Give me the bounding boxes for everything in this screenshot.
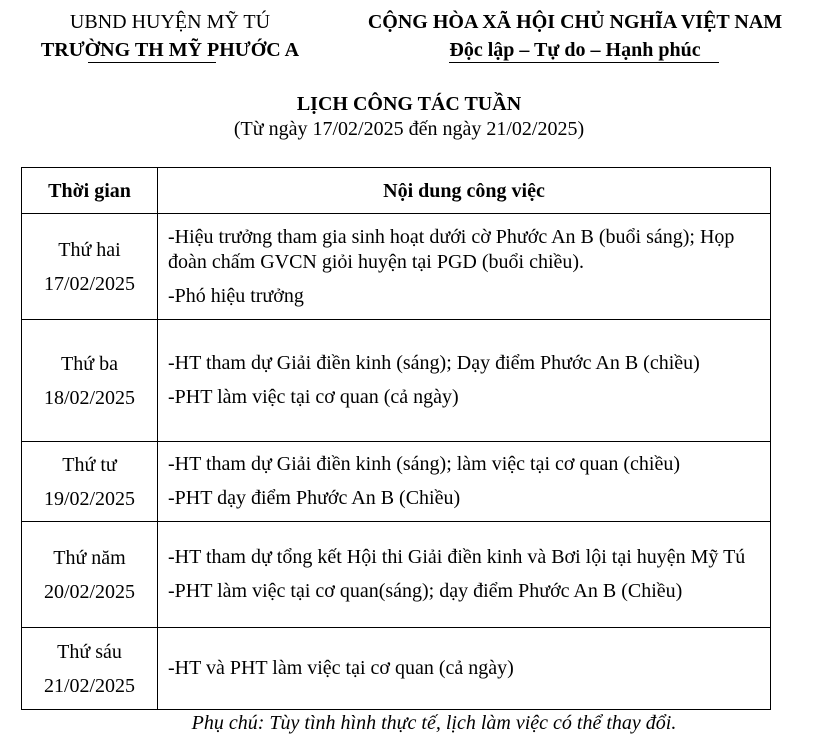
table-row — [22, 442, 771, 522]
weekday: Thứ sáu — [57, 640, 122, 663]
task-item: -PHT làm việc tại cơ quan (cả ngày) — [168, 386, 459, 408]
task-item: -Phó hiệu trưởng — [168, 284, 304, 307]
content-cell — [158, 214, 771, 320]
time-cell — [22, 628, 158, 710]
weekday: Thứ hai — [58, 238, 121, 261]
weekday: Thứ năm — [53, 546, 126, 569]
table-row — [22, 320, 771, 442]
content-cell — [158, 522, 771, 628]
table-row — [22, 214, 771, 320]
task-item: -PHT làm việc tại cơ quan(sáng); dạy điểm Phước An B (Chiều) — [168, 580, 683, 602]
document-date-range: (Từ ngày 17/02/2025 đến ngày 21/02/2025) — [233, 118, 585, 140]
date: 20/02/2025 — [43, 580, 136, 603]
national-name: CỘNG HÒA XÃ HỘI CHỦ NGHĨA VIỆT NAM — [367, 11, 783, 33]
table-row — [22, 522, 771, 628]
school-name-underline — [88, 62, 216, 63]
date: 19/02/2025 — [43, 487, 136, 510]
footnote: Phụ chú: Tùy tình hình thực tế, lịch làm việc có thể thay đổi. — [191, 712, 677, 734]
date: 21/02/2025 — [43, 674, 136, 697]
task-item: -Hiệu trưởng tham gia sinh hoạt dưới cờ Phước An B (buổi sáng); Họp đoàn chấm GVCN giỏi huyện tại PGD (buổi chiều). — [168, 225, 735, 273]
date: 18/02/2025 — [43, 386, 136, 409]
weekday: Thứ ba — [61, 352, 118, 375]
school-name: TRƯỜNG TH MỸ PHƯỚC A — [40, 39, 300, 61]
district-committee-name: UBND HUYỆN MỸ TÚ — [69, 11, 271, 33]
time-cell — [22, 442, 158, 522]
time-cell — [22, 320, 158, 442]
date: 17/02/2025 — [43, 272, 136, 295]
column-header-time: Thời gian — [22, 168, 158, 214]
motto-underline — [449, 62, 719, 63]
document-title: LỊCH CÔNG TÁC TUẦN — [296, 93, 522, 115]
table-header-row — [22, 168, 771, 214]
column-header-content: Nội dung công việc — [158, 168, 771, 214]
task-item: -HT và PHT làm việc tại cơ quan (cả ngày) — [168, 657, 514, 679]
table-row — [22, 628, 771, 710]
content-cell — [158, 442, 771, 522]
national-motto-block — [340, 8, 810, 64]
time-cell — [22, 522, 158, 628]
content-cell — [158, 320, 771, 442]
task-item: -PHT dạy điểm Phước An B (Chiều) — [168, 487, 461, 509]
task-item: -HT tham dự Giải điền kinh (sáng); làm việc tại cơ quan (chiều) — [168, 453, 681, 475]
task-item: -HT tham dự Giải điền kinh (sáng); Dạy điểm Phước An B (chiều) — [168, 352, 700, 374]
time-cell — [22, 214, 158, 320]
weekly-schedule-table — [21, 167, 771, 710]
national-motto: Độc lập – Tự do – Hạnh phúc — [449, 39, 701, 61]
content-cell — [158, 628, 771, 710]
weekday: Thứ tư — [62, 453, 117, 476]
task-item: -HT tham dự tổng kết Hội thi Giải điền kinh và Bơi lội tại huyện Mỹ Tú — [168, 546, 746, 568]
issuing-agency-block — [20, 8, 320, 64]
